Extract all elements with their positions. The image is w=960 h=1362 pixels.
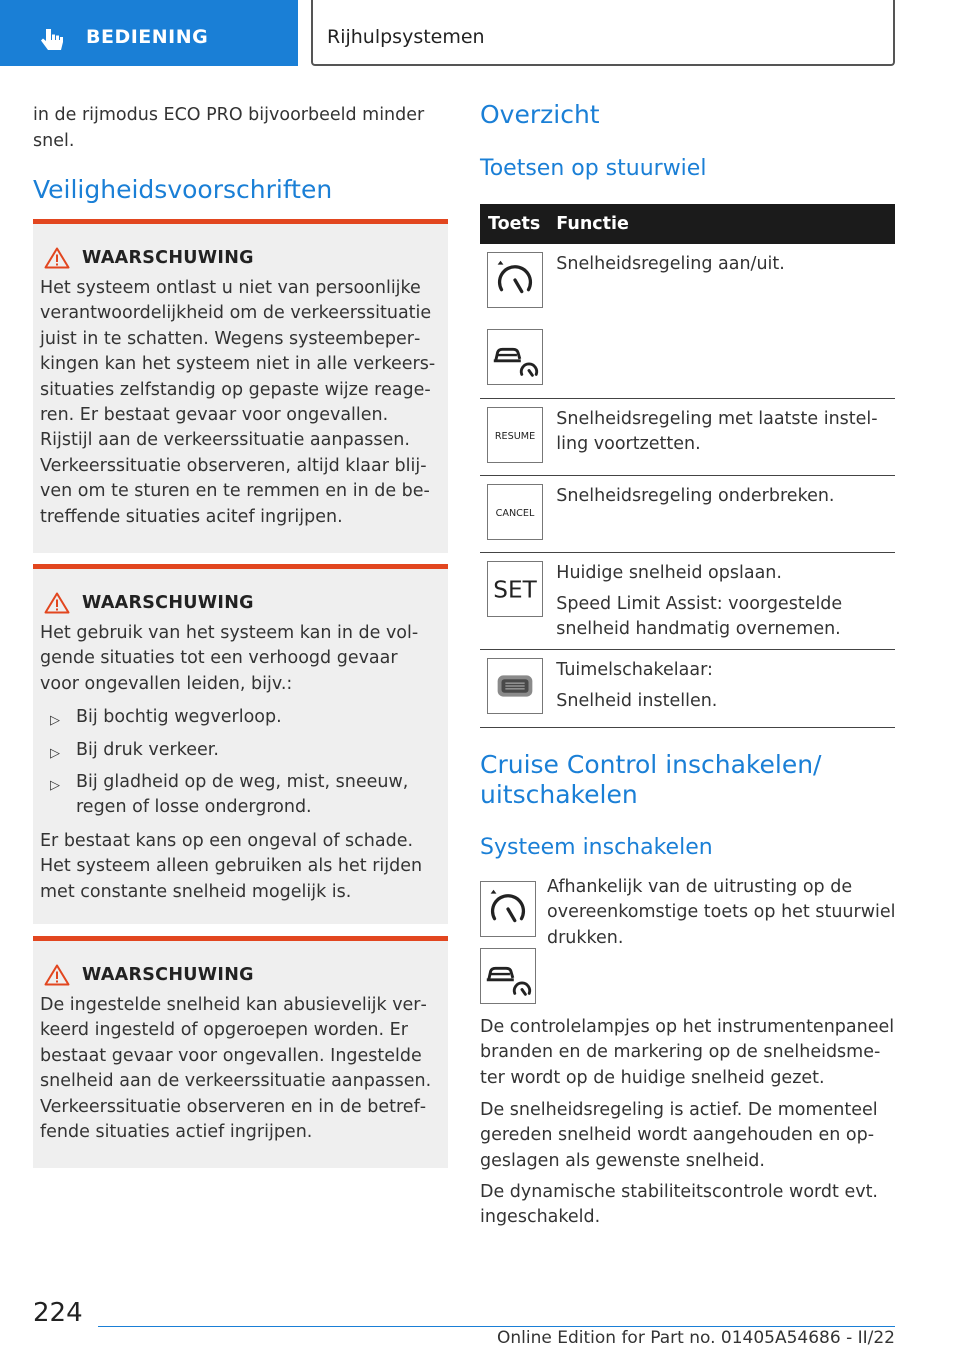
function-text-2: Snelheid instellen. — [556, 690, 718, 711]
svg-text:CANCEL: CANCEL — [495, 507, 535, 519]
table-row — [480, 475, 895, 552]
resume-key-icon — [487, 407, 543, 463]
chapter-header — [311, 0, 895, 66]
safety-heading: Veiligheidsvoorschriften — [33, 175, 333, 204]
table-row — [480, 398, 895, 475]
rocker-switch-icon — [487, 658, 543, 714]
list-item: ▷ Bij gladheid op de weg, mist, sneeuw, regen of losse ondergrond. — [50, 772, 409, 818]
warning-text: Het systeem ontlast u niet van persoonlijke verantwoordelijkheid om de verkeerssituatie juist in te schatten. Wegens systeembeperkingen kan het systeem niet in alle verkeerssituaties zelfstandig op gepaste wijze reageren. Er bestaat gevaar voor ongevallen. Rijstijl aan de verkeerssituatie aanpassen. Verkeerssituatie observeren, altijd klaar blijven om te sturen en te remmen en in de betreffende situaties acitef ingrijpen. — [40, 278, 436, 527]
footer-divider — [98, 1326, 895, 1327]
warning-triangle-icon — [44, 964, 70, 986]
paragraph: De controlelampjes op het instrumentenpaneel branden en de markering op de snelheidsmeter wordt op de huidige snelheid gezet. — [480, 1017, 895, 1088]
warning-text: Het gebruik van het systeem kan in de volgende situaties tot een verhoogd gevaar voor ongevallen leiden, bijv.: — [40, 623, 419, 694]
warning-title — [44, 591, 440, 615]
paragraph: De snelheidsregeling is actief. De momenteel gereden snelheid wordt aangehouden en opgeslagen als gewenste snelheid. — [480, 1100, 878, 1171]
warning-title-text: WAARSCHUWING — [82, 248, 254, 268]
adaptive-cruise-icon — [480, 948, 536, 1004]
set-key-icon — [487, 561, 543, 617]
function-text-2: Speed Limit Assist: voorgestelde snelheid handmatig overnemen. — [556, 593, 843, 640]
page-number: 224 — [33, 1298, 83, 1328]
warning-box-3 — [33, 936, 448, 1168]
system-on-icons — [480, 881, 536, 1015]
bullet-triangle-icon: ▷ — [50, 713, 60, 729]
function-text: Huidige snelheid opslaan. — [556, 562, 782, 583]
speed-control-icon — [487, 252, 543, 308]
paragraph: De dynamische stabiliteitscontrole wordt evt. ingeschakeld. — [480, 1182, 878, 1228]
col-function-header: Functie — [548, 204, 895, 244]
function-text: Snelheidsregeling met laatste instelling voortzetten. — [548, 398, 895, 475]
warning-title — [44, 963, 440, 987]
speed-control-icon — [480, 881, 536, 937]
warning-text-2: Er bestaat kans op een ongeval of schade. Het systeem alleen gebruiken als het rijden met constante snelheid mogelijk is. — [40, 830, 423, 902]
key-function-table — [480, 204, 895, 728]
col-key-header: Toets — [480, 204, 548, 244]
function-text: Tuimelschakelaar: — [556, 659, 713, 680]
buttons-heading: Toetsen op stuurwiel — [480, 156, 707, 181]
cruise-heading: Cruise Control inschakelen/ uitschakelen — [480, 750, 822, 809]
warning-title — [44, 246, 440, 270]
table-row — [480, 552, 895, 649]
adaptive-cruise-icon — [487, 329, 543, 385]
warning-bullet-list — [40, 705, 440, 821]
warning-title-text: WAARSCHUWING — [82, 965, 254, 985]
warning-box-2 — [33, 564, 448, 924]
function-text — [548, 321, 895, 398]
hand-pointer-icon — [40, 28, 66, 52]
svg-text:RESUME: RESUME — [494, 430, 536, 442]
table-row — [480, 649, 895, 727]
overview-heading: Overzicht — [480, 100, 600, 129]
warning-text: De ingestelde snelheid kan abusievelijk verkeerd ingesteld of opgeroepen worden. Er bestaat gevaar voor ongevallen. Ingestelde snelheid aan de verkeerssituatie aanpassen. Verkeerssituatie observeren en in de betreffende situaties actief ingrijpen. — [40, 995, 432, 1143]
section-label: BEDIENING — [86, 26, 209, 48]
list-item: ▷ Bij bochtig wegverloop. — [40, 705, 440, 730]
table-row — [480, 321, 895, 398]
bullet-triangle-icon: ▷ — [50, 778, 60, 794]
section-tab[interactable] — [0, 0, 298, 66]
list-item: ▷ Bij druk verkeer. — [40, 738, 440, 763]
system-on-text: Afhankelijk van de uitrusting op de overeenkomstige toets op het stuurwiel drukken. — [547, 877, 896, 948]
function-text: Snelheidsregeling aan/uit. — [556, 254, 785, 274]
table-row — [480, 244, 895, 321]
bullet-triangle-icon: ▷ — [50, 745, 60, 761]
footer-edition: Online Edition for Part no. 01405A54686 - II/22 — [496, 1328, 895, 1348]
cancel-key-icon — [487, 484, 543, 540]
warning-triangle-icon — [44, 247, 70, 269]
svg-text:SET: SET — [493, 577, 537, 604]
warning-title-text: WAARSCHUWING — [82, 593, 254, 613]
warning-box-1 — [33, 219, 448, 553]
function-text: Snelheidsregeling onderbreken. — [548, 475, 895, 552]
system-on-heading: Systeem inschakelen — [480, 835, 713, 860]
warning-triangle-icon — [44, 592, 70, 614]
chapter-label: Rijhulpsystemen — [327, 26, 485, 48]
intro-text: in de rijmodus ECO PRO bijvoorbeeld minder snel. — [33, 105, 425, 151]
